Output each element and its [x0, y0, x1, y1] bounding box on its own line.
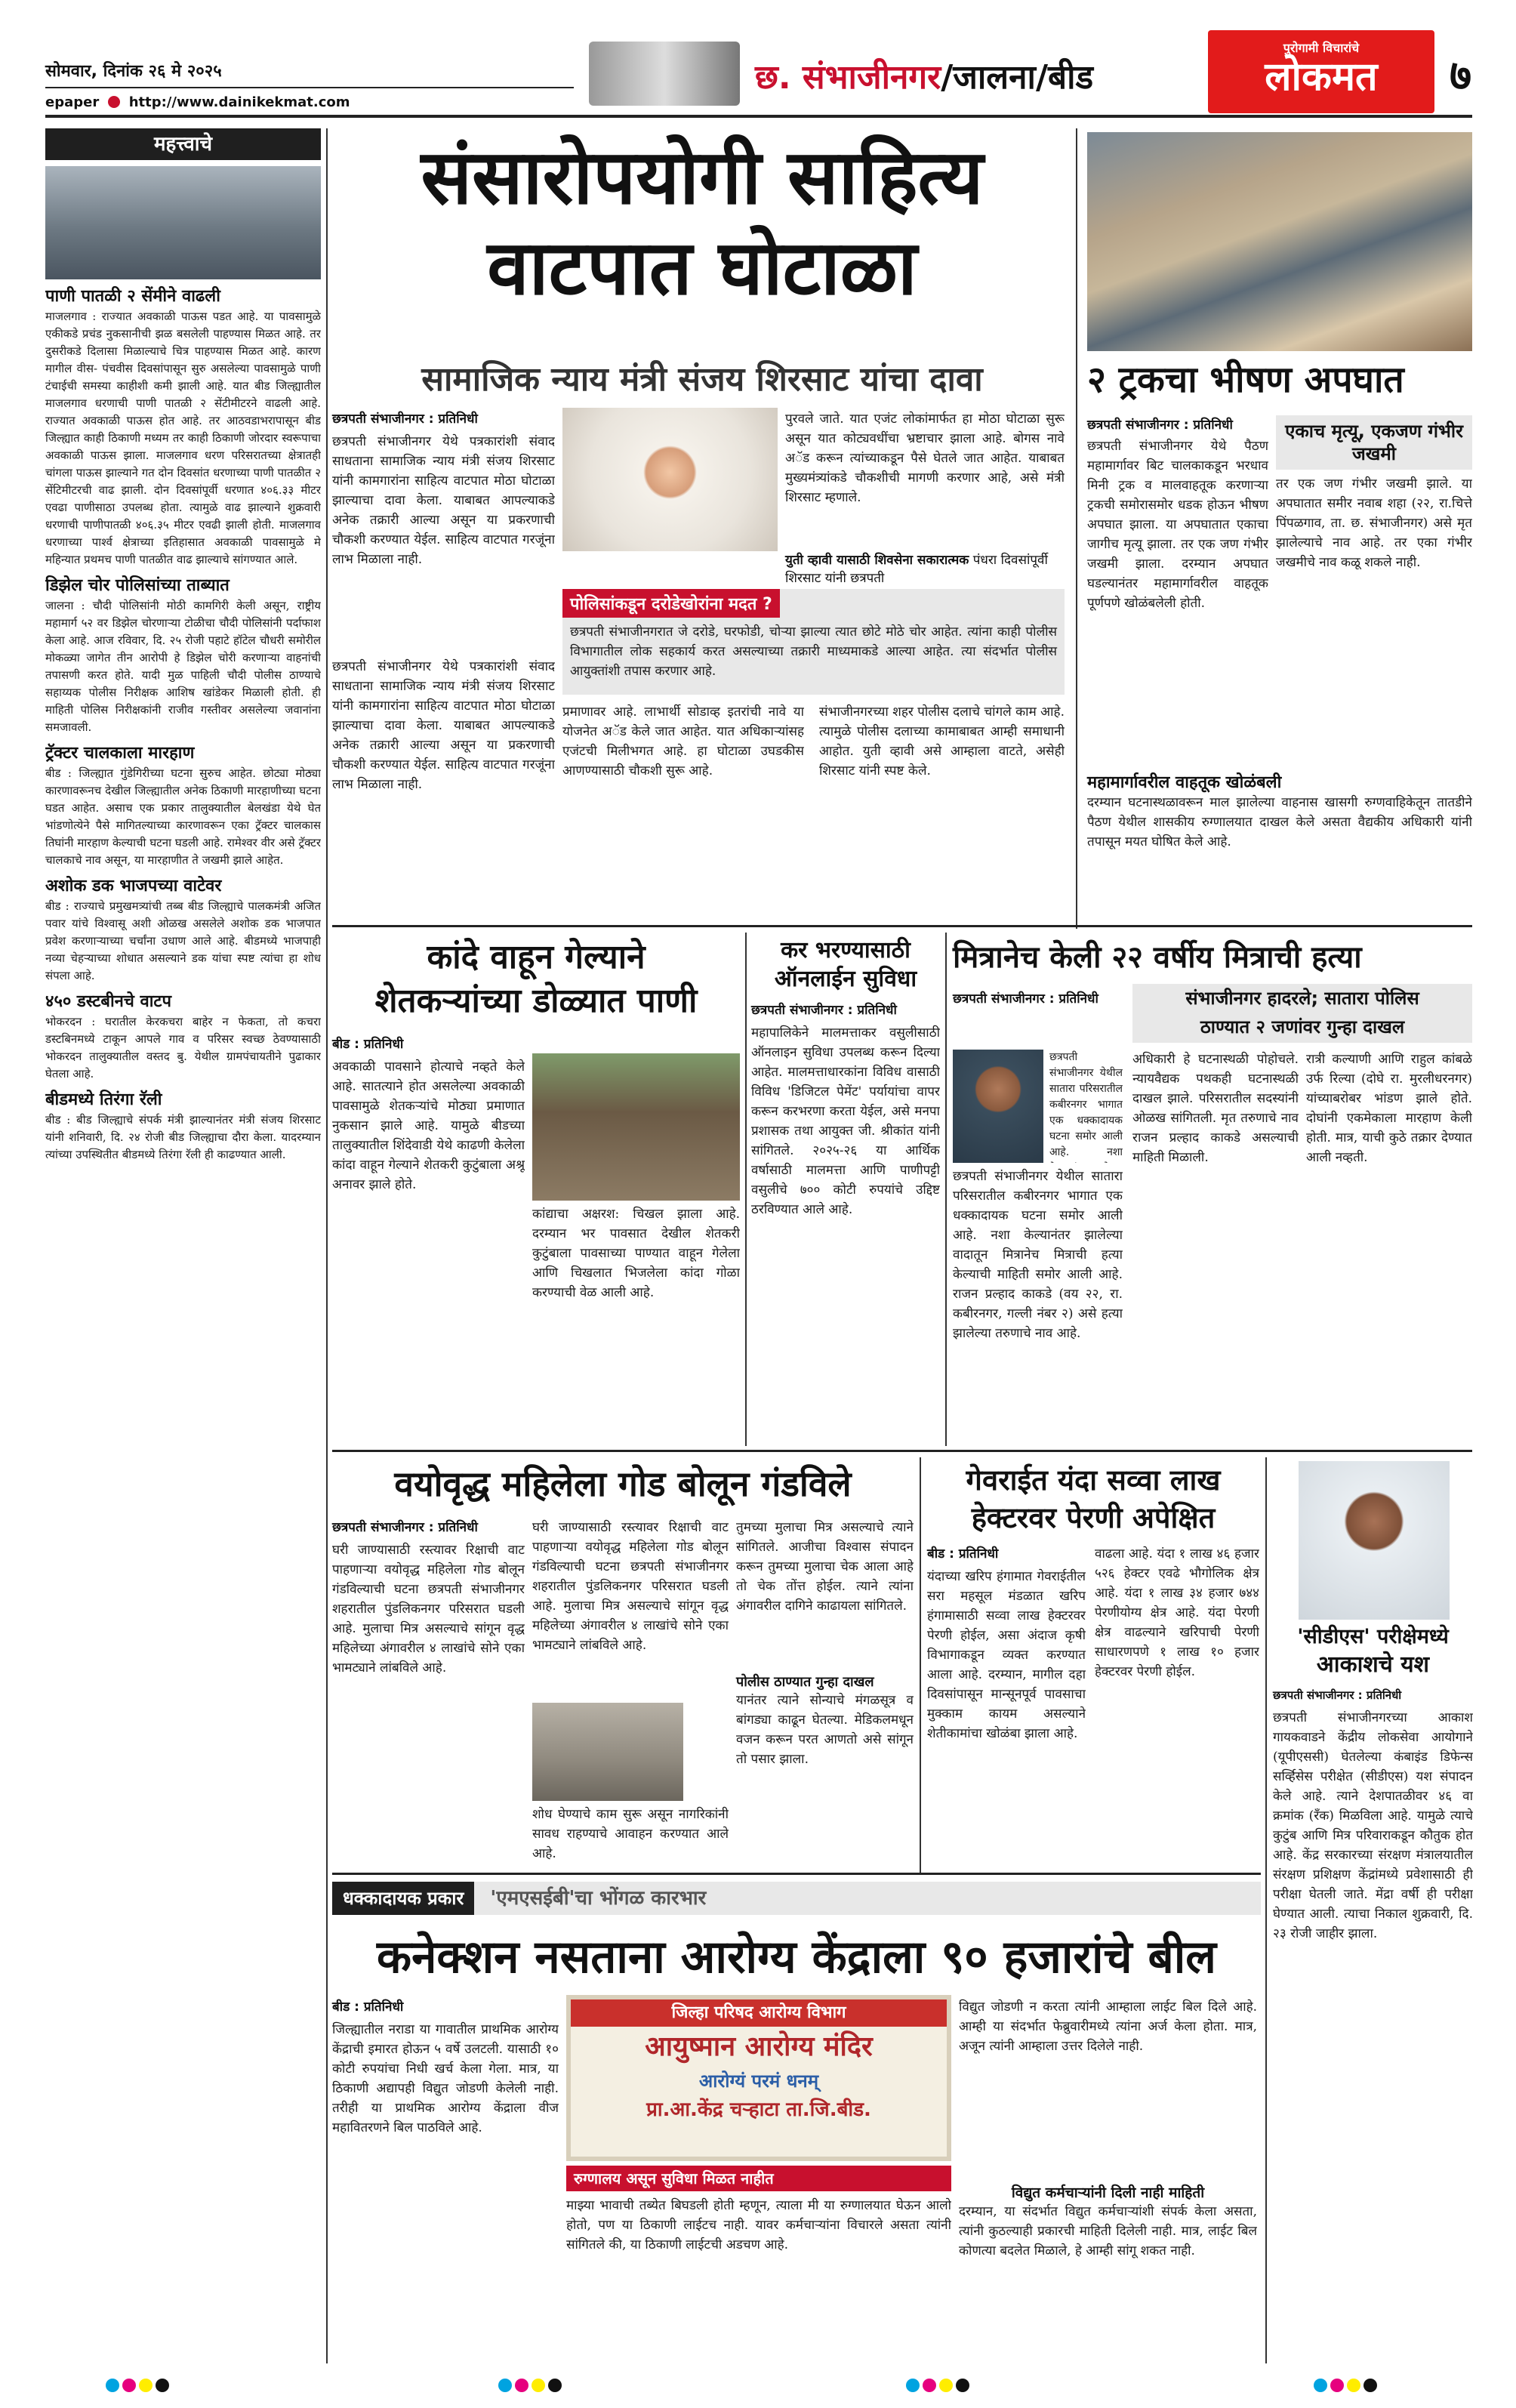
upsc-headline-2: आकाशचे यश	[1316, 1651, 1430, 1678]
elderly-body-left: घरी जाण्यासाठी रस्त्यावर रिक्षाची वाट पाहणाऱ्या वयोवृद्ध महिलेला गोड बोलून गंडविल्याची घटना छत्रपती संभाजीनगर शहरातील पुंडलिकनगर परिसरात घडली आहे. मुलाचा मित्र असल्याचे सांगून वृद्ध महिलेच्या अंगावरील ४ लाखांचे सोने एका भामट्याने लांबविले आहे.	[332, 1543, 525, 1676]
sowing-body: यंदाच्या खरिप हंगामात गेवराईतील सरा महसूल मंडळात खरिप हंगामासाठी सव्वा लाख हेक्टरवर पेरणी होईल, असा अंदाज कृषी विभागाकडून व्यक्त करण्यात आला आहे. दरम्यान, मागील दहा दिवसांपासून मान्सूनपूर्व पावसाचा मुक्काम कायम असल्याने शेतीकामांचा खोळंबा झाला आहे.	[927, 1569, 1086, 1741]
health-sign-line-3: आरोग्यं परमं धनम्	[698, 2070, 819, 2092]
health-kicker	[332, 1882, 1261, 1915]
health-under-photo: माझ्या भावाची तब्येत बिघडली होती म्हणून, त्याला मी या रुग्णालयात घेऊन आलो होतो, पण या ठिकाणी लाईटच नाही. यावर कर्मचाऱ्यांना विचारले असता त्यांनी सांगितले की, या ठिकाणी लाईटची अडचण आहे.	[566, 2198, 951, 2252]
lead-byline: छत्रपती संभाजीनगर : प्रतिनिधी	[332, 412, 478, 427]
onions-headline-2: शेतकऱ्यांच्या डोळ्यात पाणी	[374, 982, 698, 1020]
lead-subhead: सामाजिक न्याय मंत्री संजय शिरसाट यांचा दावा	[421, 360, 983, 399]
left-story	[45, 575, 321, 736]
left-story-body: बीड : राज्याचे प्रमुखमत्र्यांची तब्ब बीड जिल्ह्याचे पालकमंत्री अजित पवार यांचे विश्वासू अशी ओळख असलेले अशोक डक भाजपात प्रवेश करणाऱ्याच्या चर्चांना उधाण आले आहे. बीडमध्ये भाजपाही नव्या चेहऱ्याच्या शोधात असल्याने डक यांचा स्पष्ट त्यांचा हा शोध संपला आहे.	[45, 899, 321, 982]
health-sign-line-2: आयुष्मान आरोग्य मंदिर	[645, 2031, 873, 2062]
left-story-title: ४५० डस्टबीनचे वाटप	[45, 992, 172, 1011]
left-story	[45, 742, 321, 869]
left-column-rule	[326, 128, 328, 2363]
elderly-cctv-photo	[532, 1703, 683, 1801]
tax-byline: छत्रपती संभाजीनगर : प्रतिनिधी	[751, 1003, 897, 1018]
lead-col1: छत्रपती संभाजीनगर येथे पत्रकारांशी संवाद साधताना सामाजिक न्याय मंत्री संजय शिरसाट यांनी कामगारांना साहित्य वाटपात मोठा घोटाळा झाल्याचा दावा केला. याबाबत आपल्याकडे अनेक तक्रारी आल्या असून या प्रकरणाची चौकशी करण्यात येईल. साहित्य वाटपात गरजूंना लाभ मिळाला नाही.	[332, 434, 555, 567]
registration-dots-right	[906, 2379, 972, 2395]
upsc-byline: छत्रपती संभाजीनगर : प्रतिनिधी	[1273, 1688, 1402, 1702]
lead-col2: पुरवले जाते. यात एजंट लोकांमार्फत हा मोठा घोटाळा सुरू असून यात कोट्यवधींचा भ्रष्टाचार झाला आहे. बोगस नावे अॅड करून त्यांच्याकडून पैसे घेतले जात आहेत. याबाबत मुख्यमंत्र्यांकडे चौकशीची मागणी करणार आहे, असे मंत्री शिरसाट म्हणाले.	[785, 412, 1065, 505]
onions-caption: कांद्याचा अक्षरश: चिखल झाला आहे. दरम्यान भर पावसात देखील शेतकरी कुटुंबाला पावसाच्या पाण्यात वाहून गेलेला आणि चिखलात भिजलेला कांदा गोळा करण्याची वेळ आली आहे.	[532, 1207, 740, 1300]
row2-rule	[332, 1450, 1472, 1452]
sowing-byline: बीड : प्रतिनिधी	[927, 1546, 999, 1562]
epaper-line	[45, 94, 350, 110]
masthead-date: सोमवार, दिनांक २६ मे २०२५	[45, 62, 222, 81]
left-story-body: भोकरदन : घरातील केरकचरा बाहेर न फेकता, तो कचरा डस्टबिनमध्ये टाकून आपले गाव व परिसर स्वच्छ ठेवण्यासाठी भोकरदन तालुक्यातील वस्तद बु. येथील ग्रामपंचायतीने पुढाकार घेतला आहे.	[45, 1015, 321, 1081]
left-column	[45, 128, 321, 2363]
lead-photo-caption-title: युती व्हावी यासाठी शिवसेना सकारात्मक	[785, 553, 969, 568]
friend-col3: रात्री कल्याणी आणि राहुल कांबळे उर्फ रिल्या (दोघे रा. मुरलीधरनगर) यांच्याबरोबर भांडण झाले होते. दोघांनी एकमेकाला मारहाण केली होती. मात्र, याची कुठे तक्रार देण्यात आली नव्हती.	[1306, 1052, 1472, 1165]
elderly-caption: शोध घेण्याचे काम सुरू असून नागरिकांनी सावध राहण्याचे आवाहन करण्यात आले आहे.	[532, 1807, 729, 1861]
left-story-title: डिझेल चोर पोलिसांच्या ताब्यात	[45, 576, 230, 595]
upsc-photo	[1299, 1461, 1450, 1620]
accident-byline: छत्रपती संभाजीनगर : प्रतिनिधी	[1087, 418, 1233, 433]
masthead-section	[755, 53, 1093, 98]
left-story-title: अशोक डक भाजपच्या वाटेवर	[45, 877, 222, 896]
friend-byline: छत्रपती संभाजीनगर : प्रतिनिधी	[953, 991, 1098, 1007]
friend-subhead-box	[1132, 984, 1472, 1043]
health-headline: कनेक्शन नसताना आरोग्य केंद्राला ९० हजारांचे बील	[377, 1931, 1216, 1984]
sowing-rule	[1265, 1457, 1267, 2363]
lead-right-rule	[1076, 128, 1077, 929]
health-kicker-text: 'एमएसईबी'चा भोंगळ कारभार	[490, 1887, 707, 1910]
accident-photo	[1087, 132, 1472, 351]
accident-bottom-title: महामार्गावरील वाहतूक खोळंबली	[1087, 773, 1282, 792]
left-story-body: बीड : बीड जिल्ह्याचे संपर्क मंत्री झाल्यानंतर मंत्री संजय शिरसाट यांनी शनिवारी, दि. २४ रोजी बीड जिल्ह्याचा दौरा केला. यादरम्यान त्यांच्या उपस्थितीत बीडमध्ये तिरंगा रॅली ही काढण्यात आली.	[45, 1113, 321, 1161]
brand-logo	[1208, 30, 1434, 113]
upsc-headline-1: 'सीडीएस' परीक्षेमध्ये	[1297, 1625, 1449, 1648]
onions-headline-1: कांदे वाहून गेल्याने	[427, 938, 646, 976]
left-story	[45, 875, 321, 985]
health-byline: बीड : प्रतिनिधी	[332, 1999, 404, 2015]
sowing-col2: वाढला आहे. यंदा १ लाख ४६ हजार ५२६ हेक्टर एवढे भौगोलिक क्षेत्र आहे. यंदा १ लाख ३४ हजार ७४४ पेरणीयोग्य क्षेत्र आहे. यंदा पेरणी क्षेत्र वाढल्याने खरिपाची पेरणी साधारणपणे १ लाख १० हजार हेक्टरवर पेरणी होईल.	[1095, 1546, 1259, 1679]
left-header: महत्त्वाचे	[45, 128, 321, 160]
accident-sidebox-body: तर एक जण गंभीर जखमी झाले. या अपघातात समीर नवाब शहा (२२, रा.चित्ते पिंपळगाव, ता. छ. संभाजीनगर) असे मृत झालेल्याचे नाव आहे. तर एका गंभीर जखमीचे नाव कळू शकले नाही.	[1276, 476, 1472, 570]
globe-icon	[108, 96, 120, 108]
tax-headline-1: कर भरण्यासाठी	[781, 937, 911, 964]
masthead-rule	[45, 87, 574, 88]
friend-subhead-1: संभाजीनगर हादरले; सातारा पोलिस	[1185, 988, 1419, 1009]
elderly-box-body: यानंतर त्याने सोन्याचे मंगळसूत्र व बांगड्या काढून घेतल्या. मेडिकलमधून वजन करून परत आणतो असे सांगून तो पसार झाला.	[736, 1693, 914, 1767]
lead-headline-1: संसारोपयोगी साहित्य	[421, 133, 984, 221]
health-body: जिल्ह्यातील नराडा या गावातील प्राथमिक आरोग्य केंद्राची इमारत होऊन ५ वर्षे उलटली. यासाठी १० कोटी रुपयांचा निधी खर्च केला गेला. मात्र, या ठिकाणी अद्यापही विद्युत जोडणी केलेली नाही. तरीही या प्राथमिक आरोग्य केंद्राला वीज महावितरणने बिल पाठविले आहे.	[332, 2022, 559, 2135]
lead-minister-photo	[562, 408, 778, 551]
accident-sidebox-title: एकाच मृत्यू, एकजण गंभीर जखमी	[1276, 415, 1472, 470]
accident-sidebox	[1276, 415, 1472, 763]
health-col3: विद्युत जोडणी न करता त्यांनी आम्हाला लाईट बिल दिले आहे. आम्ही या संदर्भात फेब्रुवारीमध्ये त्यांना अर्ज केला होता. मात्र, अजून त्यांनी आम्हाला उत्तर दिलेले नाही.	[959, 1999, 1257, 2054]
epaper-url[interactable]: http://www.dainikekmat.com	[128, 94, 350, 110]
elderly-body: घरी जाण्यासाठी रस्त्यावर रिक्षाची वाट पाहणाऱ्या वयोवृद्ध महिलेला गोड बोलून गंडविल्याची घटना छत्रपती संभाजीनगर शहरातील पुंडलिकनगर परिसरात घडली आहे. मुलाचा मित्र असल्याचे सांगून वृद्ध महिलेच्या अंगावरील ४ लाखांचे सोने एका भामट्याने लांबविले आहे.	[532, 1520, 729, 1653]
lead-col3: प्रमाणावर आहे. लाभार्थी सोडाव्ह इतरांची नावे या योजनेत अॅड केले जात आहेत. यात अधिकाऱ्यांसह एजंटची मिलीभगत आहे. हा घोटाळा उघडकीस आणण्यासाठी चौकशी सुरू आहे.	[562, 705, 804, 779]
masthead	[0, 0, 1516, 113]
health-box-body: दरम्यान, या संदर्भात विद्युत कर्मचाऱ्यांशी संपर्क केला असता, त्यांनी कुठल्याही प्रकारची माहिती दिलेली नाही. मात्र, लाईट बिल कोणत्या बदलेत मिळाले, हे आम्ही सांगू शकत नाही.	[959, 2204, 1257, 2258]
registration-dots-mid	[498, 2379, 565, 2395]
sowing-headline-1: गेवराईत यंदा सव्वा लाख	[966, 1463, 1221, 1497]
tax-body: महापालिकेने मालमत्ताकर वसुलीसाठी ऑनलाइन सुविधा उपलब्ध करून दिल्या आहेत. मालमत्ताधारकांना विविध वासाठी विविध 'डिजिटल पेमेंट' पर्यायांचा वापर करून करभरणा करता येईल, असे मनपा प्रशासक तथा आयुक्त जी. श्रीकांत यांनी सांगितले. २०२५-२६ या आर्थिक वर्षासाठी मालमत्ता आणि पाणीपट्टी वसुलीचे ७०० कोटी रुपयांचे उद्दिष्ट ठरविण्यात आले आहे.	[751, 1025, 940, 1217]
lead-headline-2: वाटपात घोटाळा	[487, 224, 917, 312]
friend-body-side: छत्रपती संभाजीनगर येथील सातारा परिसरातील कबीरनगर भागात एक धक्कादायक घटना समोर आली आहे. नशा	[1049, 1051, 1123, 1158]
lead-col4: संभाजीनगरच्या शहर पोलीस दलाचे चांगले काम आहे. त्यामुळे पोलीस दलाच्या कामाबाबत आम्ही समाधानी आहोत. युती व्हावी असे आम्हाला वाटते, असेही शिरसाट यांनी स्पष्ट केले.	[819, 705, 1065, 779]
tax-headline-2: ऑनलाईन सुविधा	[774, 966, 917, 992]
upsc-body: छत्रपती संभाजीनगरच्या आकाश गायकवाडने केंद्रीय लोकसेवा आयोगाने (यूपीएससी) घेतलेल्या कंबाइंड डिफेन्स सर्व्हिसेस परीक्षेत (सीडीएस) यश संपादन केले आहे. त्याने देशपातळीवर ४६ वा क्रमांक (रँक) मिळविला आहे. यामुळे त्याचे कुटुंब आणि मित्र परिवाराकडून कौतुक होत आहे. केंद्र सरकारच्या संरक्षण मंत्रालयातील संरक्षण प्रशिक्षण केंद्रांमध्ये प्रवेशासाठी ही परीक्षा घेतली जाते. मेंद्रा वर्षी ही परीक्षा घेण्यात आली. त्याचा निकाल शुक्रवारी, दि. २३ रोजी जाहीर झाला.	[1273, 1710, 1473, 1941]
row3-rule	[332, 1873, 1261, 1875]
accident-headline: २ ट्रकचा भीषण अपघात	[1087, 359, 1404, 401]
lead-box	[562, 589, 1065, 695]
friend-victim-photo	[953, 1050, 1043, 1163]
lead-photo-caption	[785, 551, 1065, 587]
section-rest: /जालना/बीड	[941, 58, 1094, 97]
friend-subhead-2: ठाण्यात २ जणांवर गुन्हा दाखल	[1200, 1016, 1405, 1038]
elderly-box-title: पोलीस ठाण्यात गुन्हा दाखल	[736, 1674, 874, 1690]
lead-box-body: छत्रपती संभाजीनगरात जे दरोडे, घरफोडी, चोऱ्या झाल्या त्यात छोटे मोठे चोर आहेत. त्यांना काही पोलीस विभागातील लोक सहकार्य करत असल्याच्या तक्रारी माध्यमाकडे आल्या आहेत. त्या संदर्भात पोलीस आयुक्तांशी तपास करणार आहे.	[570, 624, 1057, 679]
left-story	[45, 991, 321, 1083]
left-story-body: बीड : जिल्ह्यात गुंडेगिरीच्या घटना सुरुच आहेत. छोट्या मोठ्या कारणावरूनच देखील जिल्ह्यातील अनेक ठिकाणी मारहाणीच्या घटना घडत आहेत. असाच एक प्रकार तालुक्यातील बेलखंडा येथे घेत भांडणोत्येने पैसे मागितल्याच्या कारणावरून एका ट्रॅक्टर चालकास तिघांनी मारहाण केल्याची घटना घडली आहे. रामेश्वर वीर असे ट्रॅक्टर चालकाचे नाव असून, या मारहाणीत ते जखमी झाले आहेत.	[45, 766, 321, 867]
friend-headline: मित्रानेच केली २२ वर्षीय मित्राची हत्या	[953, 940, 1362, 975]
tax-rule	[945, 933, 947, 1446]
brand-name: लोकमत	[1265, 54, 1378, 100]
onions-body: अवकाळी पावसाने होत्याचे नव्हते केले आहे. सातत्याने होत असलेल्या अवकाळी पावसामुळे शेतकऱ्यांचे मोठ्या प्रमाणात नुकसान झाले आहे. यामुळे बीडच्या तालुक्यातील शिंदेवाडी येथे काढणी केलेला कांदा वाहून गेल्याने शेतकरी कुटुंबाला अश्रू अनावर झाले होते.	[332, 1059, 525, 1192]
epaper-label: epaper	[45, 94, 100, 110]
left-story	[45, 1089, 321, 1164]
page-number: ७	[1450, 51, 1472, 100]
elderly-byline: छत्रपती संभाजीनगर : प्रतिनिधी	[332, 1520, 478, 1535]
sowing-headline-2: हेक्टरवर पेरणी अपेक्षित	[971, 1501, 1216, 1534]
health-sign-line-1: जिल्हा परिषद आरोग्य विभाग	[571, 1999, 947, 2027]
onions-byline: बीड : प्रतिनिधी	[332, 1037, 404, 1052]
friend-col2: अधिकारी हे घटनास्थळी पोहोचले. न्यायवैद्यक पथकही घटनास्थळी दाखल झाले. परिसरातील सदस्यांनी ओळख सांगितली. मृत तरुणाचे नाव राजन प्रल्हाद काकडे असल्याची माहिती मिळाली.	[1132, 1052, 1299, 1165]
accident-bottom	[1087, 770, 1472, 921]
brand-tagline: पुरोगामी विचारांचे	[1283, 41, 1360, 55]
health-box-title: विद्युत कर्मचाऱ्यांनी दिली नाही माहिती	[1011, 2184, 1205, 2201]
row1-rule	[332, 925, 1472, 927]
health-box	[959, 2182, 1257, 2363]
elderly-col2: तुमच्या मुलाचा मित्र असल्याचे त्याने सांगितले. आजीचा विश्वास संपादन करून तुमच्या मुलाचा चेक आला आहे तो चेक तोंत्त होईल. त्याने त्यांना अंगावरील दागिने काढायला सांगितले.	[736, 1520, 914, 1614]
left-story-body: माजलगाव : राज्यात अवकाळी पाऊस पडत आहे. या पावसामुळे एकीकडे प्रचंड नुकसानीची झळ बसलेली पाहण्यास मिळत आहे. तर दुसरीकडे दिलासा मिळाल्याचे चित्र पाहण्यास मिळत आहे. कारण मागील वीस- पंचवीस दिवसांपासून सुरु असलेल्या पावसामुळे पाणी टंचाईची समस्या काहीशी कमी झाली आहे. यात बीड जिल्ह्यातील माजलगाव धरणाची पाणी पातळी २ सेंटीमीटरने वाढली आहे. राज्यात अवकाळी पाऊस होत आहे. तर आठवडाभरापासून बीड जिल्ह्यात काही ठिकाणी मध्यम तर काही ठिकाणी जोरदार स्वरूपाचा अवकाळी पाऊस झाला. माजलगाव धरण परिसरातच्या क्षेत्रातही चांगला पाऊस झाल्याने गत दोन दिवसांत धरणाच्या पाणी पातळीत २ सेंटिमीटरची वाढ झाली. दोन दिवसांपूर्वी धरणात ४०६.३३ मीटर एवढा पाणीसाठा उपलब्ध होता. त्यामुळे वाढ झाल्याने शुक्रवारी धरणाची पाणीपातळी ४०६.३५ मीटर एवढी झाली होती. माजलगाव धरणाच्या पार्श्व क्षेत्राच्या इतिहासात अवकाळी पावसामुळे मे महिन्यात प्रथमच पाणी पातळीत वाढ झाल्याचे सांगण्यात आले.	[45, 310, 321, 566]
onions-photo	[532, 1053, 740, 1201]
accident-body: छत्रपती संभाजीनगर येथे पैठण महामार्गावर बिट चालकाकडून भरधाव मिनी ट्रक व मालवाहतूक करणाऱ्या ट्रकची समोरासमोर धडक होऊन भीषण अपघात झाला. या अपघातात एकाचा जागीच मृत्यू झाला. तर एक जण गंभीर जखमी झाला. दरम्यान अपघात घडल्यानंतर महामार्गावरील वाहतूक पूर्णपणे खोळंबलेली होती.	[1087, 439, 1268, 611]
elderly-headline: वयोवृद्ध महिलेला गोड बोलून गंडविले	[394, 1463, 852, 1504]
section-name: छ. संभाजीनगर	[755, 58, 941, 97]
lead-col1-cont: छत्रपती संभाजीनगर येथे पत्रकारांशी संवाद साधताना सामाजिक न्याय मंत्री संजय शिरसाट यांनी कामगारांना साहित्य वाटपात मोठा घोटाळा झाल्याचा दावा केला. याबाबत आपल्याकडे अनेक तक्रारी आल्या असून या प्रकरणाची चौकशी करण्यात येईल. साहित्य वाटपात गरजूंना लाभ मिळाला नाही.	[332, 659, 555, 792]
elderly-rule	[920, 1457, 921, 1873]
left-story-body: जालना : चौदी पोलिसांनी मोठी कामगिरी केली असून, राष्ट्रीय महामार्ग ५२ वर डिझेल चोरणाऱ्या टोळीचा चौदी पोलिसांनी पर्दाफाश केला आहे. आज रविवार, दि. २५ रोजी पहाटे हॉटेल चौधरी समोरील मोकळ्या जागेत तीन आरोपी हे डिझेल चोरी करणाऱ्या वाहनांची तपासणी करत होते. यादी मुळ पाहिली चौदी पोलीस ठाण्याचे सहाय्यक पोलीस निरीक्षक आशिष खांडेकर मिळाली होती. ही माहिती पोलिस निरीक्षकांनी राजीव गस्तीवर असलेल्या जवानांना समजावली.	[45, 599, 321, 734]
health-photo-caption: रुग्णालय असून सुविधा मिळत नाहीत	[566, 2166, 951, 2191]
left-story-title: ट्रॅक्टर चालकाला मारहाण	[45, 744, 195, 763]
lead-box-title: पोलिसांकडून दरोडेखोरांना मदत ?	[562, 589, 780, 618]
elderly-box	[736, 1673, 914, 1865]
left-story	[45, 285, 321, 569]
accident-bottom-body: दरम्यान घटनास्थळावरून माल झालेल्या वाहनास खासगी रुग्णवाहिकेतून तातडीने पैठण येथील शासकीय रुग्णालयात दाखल केले असता वैद्यकीय अधिकारी यांनी तपासून मयत घोषित केले आहे.	[1087, 795, 1472, 849]
left-story-title: पाणी पातळी २ सेंमीने वाढली	[45, 287, 220, 306]
left-dam-photo	[45, 166, 321, 279]
masthead-bottom-rule	[45, 115, 1472, 118]
health-kicker-label: धक्कादायक प्रकार	[332, 1882, 474, 1915]
lead-photo-caption-rest: पंधरा दिवसांपूर्वी शिरसाट यांनी छत्रपती	[785, 553, 1048, 586]
friend-body: छत्रपती संभाजीनगर येथील सातारा परिसरातील कबीरनगर भागात एक धक्कादायक घटना समोर आली आहे. नशा केल्यानंतर झालेल्या वादातून मित्रानेच मित्राची हत्या केल्याची माहिती समोर आली आहे. राजन प्रल्हाद काकडे (वय २२, रा. कबीरनगर, गल्ली नंबर २) असे हत्या झालेल्या तरुणाचे नाव आहे.	[953, 1169, 1123, 1341]
registration-dots-left	[106, 2379, 172, 2395]
left-story-title: बीडमध्ये तिरंगा रॅली	[45, 1090, 162, 1109]
health-sign-line-4: प्रा.आ.केंद्र चऱ्हाटा ता.जि.बीड.	[646, 2098, 871, 2121]
masthead-collage	[589, 42, 740, 106]
health-sign-photo	[566, 1995, 951, 2161]
onions-rule	[745, 933, 747, 1446]
registration-dots-far	[1314, 2379, 1380, 2395]
